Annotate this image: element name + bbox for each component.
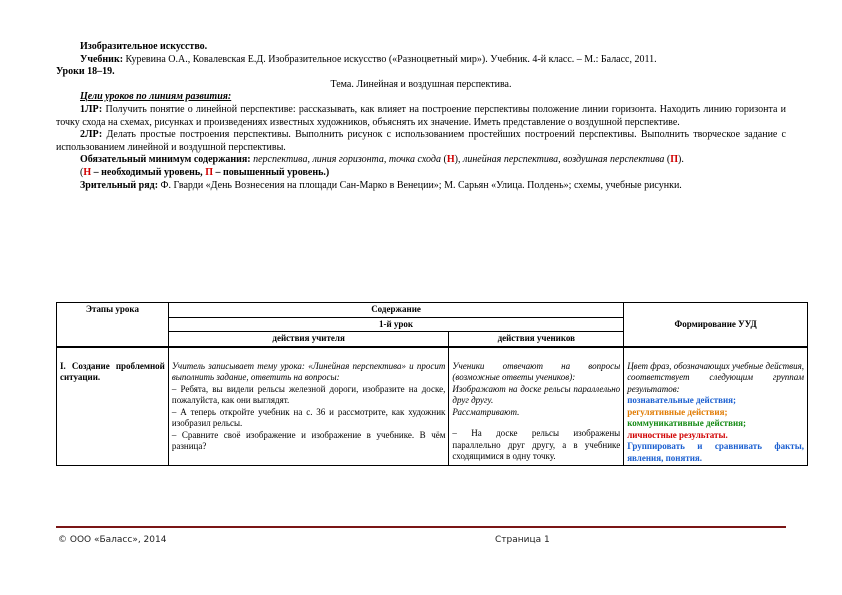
header-lesson: 1-й урок — [168, 317, 623, 332]
topic-line: Тема. Линейная и воздушная перспектива. — [330, 78, 512, 90]
header-content: Содержание — [168, 303, 623, 318]
teacher-cell: Учитель записывает тему урока: «Линейная перспектива» и просит выполнить задание, ответить на вопросы: – Ребята, вы видели рельсы железной дороги, изобразите на доске, пожалуйста, как они выглядят. – А теперь откройте учебник на с. 36 и рассмотрите, как художник изобразил рельсы. – Сравните своё изображение и изображение в учебнике. В чём разница? — [168, 353, 449, 466]
uud-action: Группировать и сравнивать факты, явления, понятия. — [627, 441, 804, 463]
header-stages: Этапы урока — [57, 303, 169, 347]
header-teacher: действия учителя — [168, 332, 449, 347]
footer-page-number: Страница 1 — [495, 535, 550, 545]
uud-cognitive: познавательные действия; — [627, 395, 737, 405]
table-header-row — [57, 303, 808, 318]
subject-line: Изобразительное искусство. — [80, 41, 208, 52]
footer-divider — [56, 526, 786, 528]
uud-communicative: коммуникативные действия; — [627, 418, 747, 428]
header-uud: Формирование УУД — [624, 303, 808, 347]
textbook-line: Учебник: Куревина О.А., Ковалевская Е.Д. Изобразительное искусство («Разноцветный мир»). Учебник. 4-й класс. – М.: Баласс, 2011. — [80, 53, 657, 65]
uud-cell: Цвет фраз, обозначающих учебные действия, соответствует следующим группам результатов: познавательные действия; регулятивные действия; коммуникативные действия; личностные результаты. Группировать и сравнивать факты, явления, понятия. — [624, 353, 808, 466]
students-cell: Ученики отвечают на вопросы (возможные ответы учеников): Изображают на доске рельсы параллельно друг другу. Рассматривают. – На доске рельсы изображены параллельно друг другу, а в учебнике сходящимися в одну точку. — [449, 353, 624, 466]
mandatory-minimum: Обязательный минимум содержания: перспектива, линия горизонта, точка схода (Н), линейная перспектива, воздушная перспектива (П). — [80, 154, 684, 166]
lessons-line: Уроки 18–19. — [56, 66, 115, 78]
lesson-intro — [56, 41, 786, 192]
level-legend: (Н – необходимый уровень, П – повышенный уровень.) — [80, 166, 330, 178]
lesson-table — [56, 302, 808, 466]
uud-regulatory: регулятивные действия; — [627, 406, 728, 417]
stage-cell: I. Создание проблемной ситуации. — [57, 353, 169, 466]
visual-series: Зрительный ряд: Ф. Гварди «День Вознесения на площади Сан-Марко в Венеции»; М. Сарьян «Улица. Полдень»; схемы, учебные рисунки. — [80, 179, 682, 191]
uud-personal: личностные результаты. — [627, 429, 728, 440]
table-row — [57, 353, 808, 466]
goal-2: 2ЛР: Делать простые построения перспективы. Выполнить рисунок с использованием простейших построений перспективы. Выполнить творческое задание с использованием линейной и воздушной перспективы. — [56, 129, 786, 153]
goal-1: 1ЛР: Получить понятие о линейной перспективе: рассказывать, как влияет на построение перспективы положение линии горизонта. Находить линию горизонта и точку схода на схемах, рисунках и произведениях известных художников, объяснять их значение. Иметь представление о воздушной перспективе. — [56, 103, 786, 128]
goals-label: Цели уроков по линиям развития: — [80, 91, 232, 103]
footer-copyright: © ООО «Баласс», 2014 — [58, 535, 167, 545]
header-students: действия учеников — [449, 332, 624, 347]
